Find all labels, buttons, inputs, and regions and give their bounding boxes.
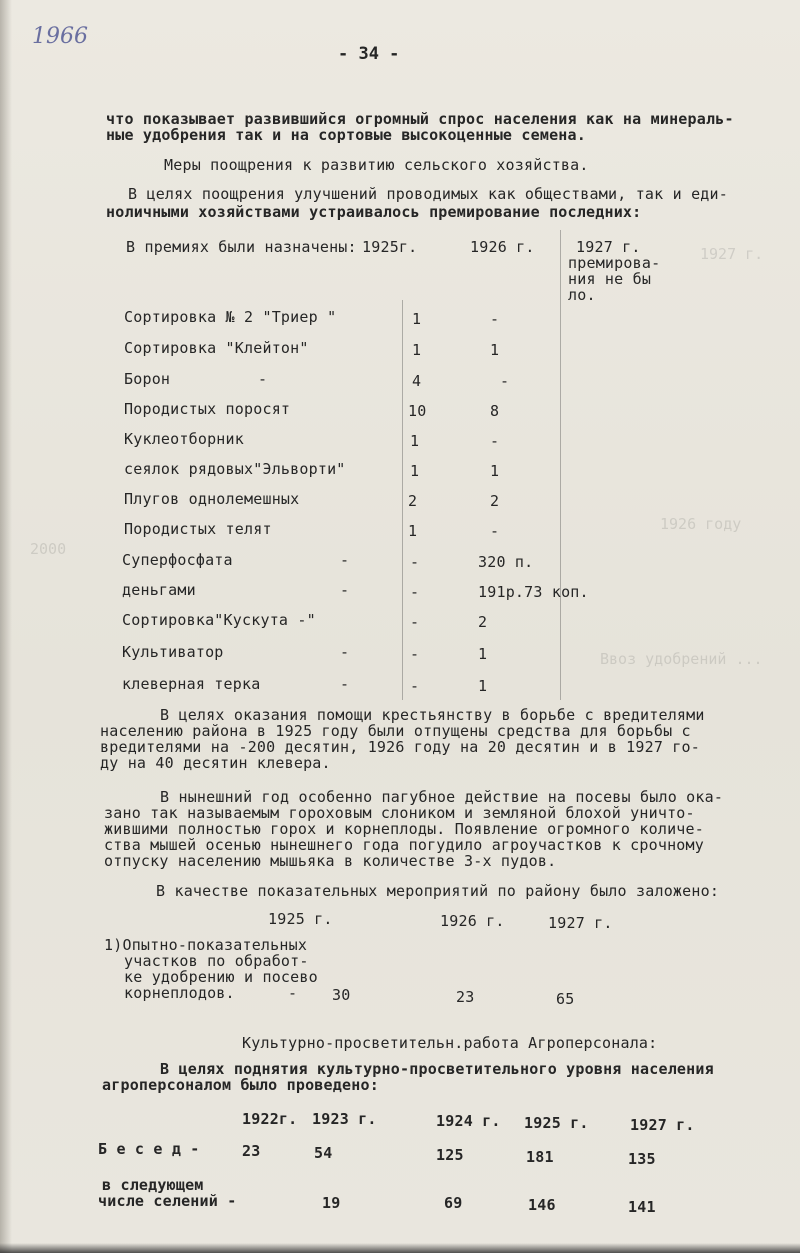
prizes-year-1927-note: ния не бы bbox=[568, 270, 652, 288]
culture-value: 19 bbox=[322, 1194, 341, 1212]
demo-label: корнеплодов. bbox=[124, 984, 235, 1002]
prize-row-label: Суперфосфата bbox=[122, 551, 233, 569]
demo-label: участков по обработ- bbox=[124, 952, 309, 970]
prize-row-dash: - bbox=[340, 551, 350, 569]
bleed-through-text: 1927 г. bbox=[700, 245, 764, 263]
prize-row-label: Сортировка № 2 "Триер " bbox=[124, 308, 337, 326]
bleed-through-text: 1926 году bbox=[660, 515, 742, 533]
prize-row-1925: - bbox=[410, 645, 420, 663]
prize-row-label: Плугов однолемешных bbox=[124, 490, 300, 508]
prize-row-label: Породистых поросят bbox=[124, 400, 291, 418]
prize-row-label: Культиватор bbox=[122, 643, 224, 661]
prize-row-dash: - bbox=[258, 370, 268, 388]
culture-row-label: числе селений - bbox=[98, 1192, 237, 1210]
text-line: В качестве показательных мероприятий по району было заложено: bbox=[156, 882, 720, 900]
demo-value: 23 bbox=[456, 988, 475, 1006]
text-line: отпуску населению мышьяка в количестве 3-х пудов. bbox=[104, 852, 557, 870]
culture-value: 181 bbox=[526, 1148, 554, 1166]
text-line: В целях оказания помощи крестьянству в борьбе с вредителями bbox=[160, 706, 705, 724]
margin-note: 1966 bbox=[32, 24, 88, 49]
prizes-year-1927-note: ло. bbox=[568, 286, 596, 304]
culture-year: 1923 г. bbox=[312, 1110, 377, 1128]
demo-year: 1925 г. bbox=[268, 910, 333, 928]
prize-row-1925: 1 bbox=[410, 462, 420, 480]
prize-row-1926: 1 bbox=[478, 677, 488, 695]
prize-row-1926: 2 bbox=[490, 492, 500, 510]
culture-value: 141 bbox=[628, 1198, 656, 1216]
prizes-header-label: В премиях были назначены: bbox=[126, 238, 357, 256]
text-line: ду на 40 десятин клевера. bbox=[100, 754, 331, 772]
text-line: В целях поднятия культурно-просветительного уровня населения bbox=[160, 1060, 714, 1078]
table-rule bbox=[560, 230, 561, 700]
prizes-year-1926: 1926 г. bbox=[470, 238, 535, 256]
demo-label: ке удобрению и посево bbox=[124, 968, 318, 986]
text-line: вредителями на -200 десятин, 1926 году на 20 десятин и в 1927 го- bbox=[100, 738, 700, 756]
demo-value: 65 bbox=[556, 990, 575, 1008]
prize-row-dash: - bbox=[340, 581, 350, 599]
culture-value: 54 bbox=[314, 1144, 333, 1162]
demo-year: 1926 г. bbox=[440, 912, 505, 930]
text-line: населению района в 1925 году были отпущены средства для борьбы с bbox=[100, 722, 691, 740]
prize-row-1926: 1 bbox=[478, 645, 488, 663]
prize-row-1925: 1 bbox=[412, 310, 422, 328]
prize-row-1926: 1 bbox=[490, 341, 500, 359]
text-line: зано так называемым гороховым слоником и земляной блохой уничто- bbox=[104, 804, 695, 822]
culture-value: 146 bbox=[528, 1196, 556, 1214]
text-line: ные удобрения так и на сортовые высокоценные семена. bbox=[106, 126, 586, 144]
prize-row-1926: - bbox=[490, 310, 500, 328]
prize-row-1925: - bbox=[410, 613, 420, 631]
prize-row-1925: - bbox=[410, 583, 420, 601]
prize-row-1926: 2 bbox=[478, 613, 488, 631]
prize-row-dash: - bbox=[340, 675, 350, 693]
section-heading: Культурно-просветительн.работа Агроперсонала: bbox=[242, 1034, 658, 1052]
culture-value: 135 bbox=[628, 1150, 656, 1168]
text-line: В нынешний год особенно пагубное действие на посевы было ока- bbox=[160, 788, 724, 806]
prizes-year-1925: 1925г. bbox=[362, 238, 418, 256]
prize-row-1925: - bbox=[410, 553, 420, 571]
prize-row-label: Куклеотборник bbox=[124, 430, 244, 448]
text-line: жившими полностью горох и корнеплоды. Появление огромного количе- bbox=[104, 820, 704, 838]
culture-year: 1927 г. bbox=[630, 1116, 695, 1134]
text-line: что показывает развившийся огромный спрос населения как на минераль- bbox=[106, 110, 734, 128]
prizes-year-1927-note: премирова- bbox=[568, 254, 661, 272]
culture-row-label: Б е с е д - bbox=[98, 1140, 200, 1158]
demo-value: 30 bbox=[332, 986, 351, 1004]
text-line: ноличными хозяйствами устраивалось премирование последних: bbox=[106, 203, 642, 221]
prize-row-dash: - bbox=[340, 643, 350, 661]
culture-value: 125 bbox=[436, 1146, 464, 1164]
prize-row-1926: - bbox=[500, 372, 510, 390]
text-line: В целях поощрения улучшений проводимых как обществами, так и еди- bbox=[128, 185, 728, 203]
prize-row-1925: 1 bbox=[412, 341, 422, 359]
prize-row-1925: 1 bbox=[410, 432, 420, 450]
prize-row-1925: 1 bbox=[408, 522, 418, 540]
section-heading: Меры поощрения к развитию сельского хозяйства. bbox=[164, 156, 589, 174]
culture-year: 1922г. bbox=[242, 1110, 298, 1128]
prize-row-1925: - bbox=[410, 677, 420, 695]
prize-row-1925: 2 bbox=[408, 492, 418, 510]
prize-row-1926: - bbox=[490, 432, 500, 450]
prize-row-1925: 4 bbox=[412, 372, 422, 390]
demo-label: 1)Опытно-показательных bbox=[104, 936, 308, 954]
prize-row-1926: 320 п. bbox=[478, 553, 534, 571]
prize-row-label: Сортировка "Клейтон" bbox=[124, 339, 309, 357]
demo-dash: - bbox=[288, 984, 298, 1002]
prize-row-label: клеверная терка bbox=[122, 675, 261, 693]
prize-row-label: сеялок рядовых"Эльворти" bbox=[124, 460, 346, 478]
culture-year: 1925 г. bbox=[524, 1114, 589, 1132]
table-rule bbox=[402, 300, 403, 700]
prizes-year-1927: 1927 г. bbox=[576, 238, 641, 256]
prize-row-label: деньгами bbox=[122, 581, 196, 599]
culture-value: 69 bbox=[444, 1194, 463, 1212]
prize-row-label: Борон bbox=[124, 370, 171, 388]
culture-value: 23 bbox=[242, 1142, 261, 1160]
prize-row-1926: - bbox=[490, 522, 500, 540]
scan-edge-shadow bbox=[0, 0, 12, 1253]
culture-year: 1924 г. bbox=[436, 1112, 501, 1130]
prize-row-1926: 8 bbox=[490, 402, 500, 420]
page-number: - 34 - bbox=[338, 44, 400, 64]
text-line: агроперсоналом было проведено: bbox=[102, 1076, 379, 1094]
prize-row-label: Сортировка"Кускута -" bbox=[122, 611, 316, 629]
text-line: ства мышей осенью нынешнего года погудило агроучастков к срочному bbox=[104, 836, 704, 854]
scan-bottom-edge bbox=[0, 1243, 800, 1253]
prize-row-1926: 191р.73 коп. bbox=[478, 583, 589, 601]
prize-row-1925: 10 bbox=[408, 402, 427, 420]
demo-year: 1927 г. bbox=[548, 914, 613, 932]
culture-row-label: в следующем bbox=[102, 1176, 204, 1194]
prize-row-label: Породистых телят bbox=[124, 520, 272, 538]
prize-row-1926: 1 bbox=[490, 462, 500, 480]
bleed-through-text: Ввоз удобрений ... bbox=[600, 650, 763, 668]
bleed-through-text: 2000 bbox=[30, 540, 67, 558]
